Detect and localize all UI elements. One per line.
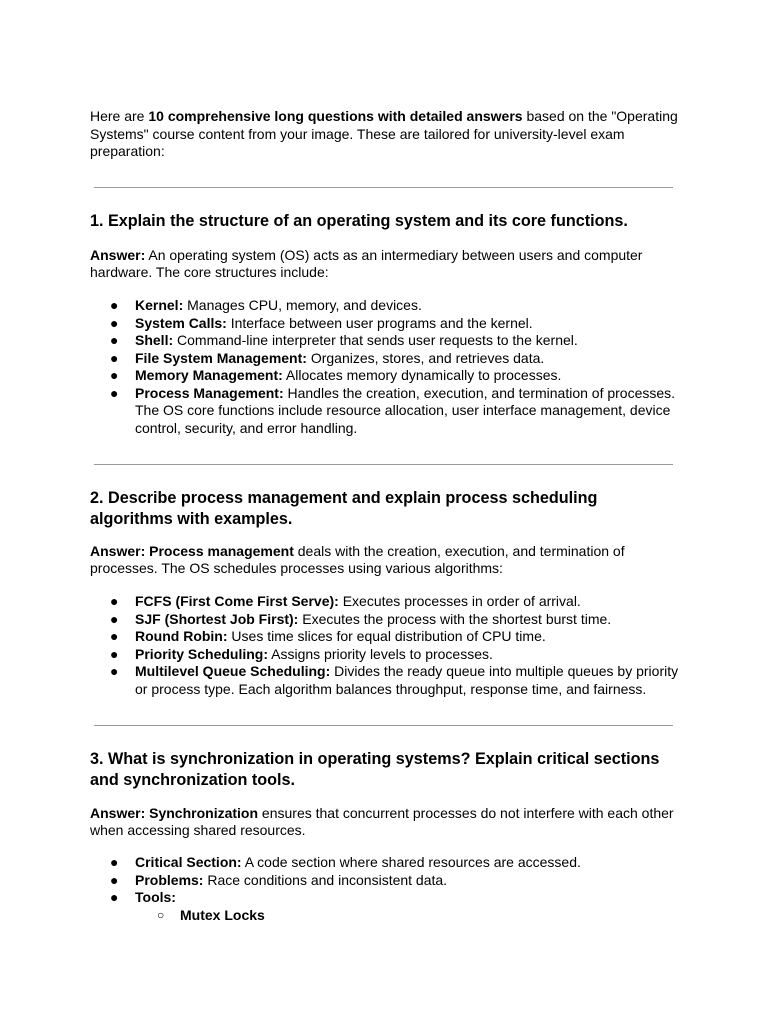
item-term: Kernel: [135, 297, 184, 313]
answer-label: Answer: [90, 247, 146, 263]
question-2-title: 2. Describe process management and explain process scheduling algorithms with examples. [90, 489, 598, 528]
intro-prefix: Here are [90, 108, 149, 124]
section-divider [94, 464, 673, 465]
question-1-answer [90, 247, 680, 281]
item-term: Tools: [135, 889, 176, 905]
sub-list-item [135, 907, 680, 925]
question-3-list [90, 854, 680, 924]
item-desc: A code section where shared resources are accessed. [241, 854, 581, 870]
bullet-icon: ● [110, 314, 119, 331]
intro-suffix: based on the "Operating Systems" course content from your image. These are tailored for university-level exam preparation: [90, 108, 678, 159]
list-item [90, 332, 680, 350]
bullet-icon: ● [110, 349, 119, 366]
list-item [90, 367, 680, 385]
item-term: Mutex Locks [180, 906, 265, 923]
item-term: FCFS (First Come First Serve): [135, 593, 339, 609]
section-divider [94, 187, 673, 188]
item-desc: Uses time slices for equal distribution of CPU time. [227, 628, 546, 644]
list-item [90, 611, 680, 629]
list-item [90, 593, 680, 611]
question-2-list [90, 593, 680, 698]
item-term: System Calls: [135, 314, 227, 331]
item-term: Multilevel Queue Scheduling: [135, 663, 331, 679]
list-item [90, 889, 680, 924]
item-term: Process Management: [135, 384, 284, 401]
answer-bold: Synchronization [145, 805, 259, 821]
document-content [90, 108, 680, 923]
bullet-icon: ● [110, 593, 119, 609]
bullet-icon: ● [110, 628, 119, 644]
item-term: Problems: [135, 871, 204, 888]
item-desc: Divides the ready queue into multiple queues by priority or process type. Each algorithm balances throughput, response time, and fairness. [135, 663, 679, 697]
question-3-title: 3. What is synchronization in operating systems? Explain critical sections and synchronization tools. [90, 750, 660, 789]
list-item [90, 628, 680, 646]
answer-label: Answer: [90, 805, 146, 821]
answer-label: Answer: [90, 543, 146, 559]
item-desc: Assigns priority levels to processes. [268, 645, 493, 662]
bullet-icon: ● [110, 854, 119, 870]
item-term: Priority Scheduling: [135, 645, 269, 662]
item-term: File System Management: [135, 349, 307, 366]
item-desc: Allocates memory dynamically to processes. [282, 367, 562, 383]
answer-text: An operating system (OS) acts as an intermediary between users and computer hardware. The core structures include: [90, 247, 643, 280]
item-desc: Race conditions and inconsistent data. [203, 871, 448, 888]
item-desc: Organizes, stores, and retrieves data. [306, 349, 545, 366]
answer-text: ensures that concurrent processes do not interfere with each other when accessing shared resources. [90, 805, 674, 838]
item-term: Memory Management: [135, 367, 283, 383]
item-desc: Manages CPU, memory, and devices. [183, 297, 422, 313]
question-1-list [90, 297, 680, 437]
item-desc: Executes processes in order of arrival. [338, 593, 581, 609]
intro-paragraph [90, 108, 680, 161]
bullet-icon: ● [110, 384, 119, 401]
intro-bold: 10 comprehensive long questions with detailed answers [148, 108, 523, 124]
bullet-icon: ● [110, 645, 119, 662]
answer-text: deals with the creation, execution, and termination of processes. The OS schedules processes using various algorithms: [90, 543, 625, 576]
question-3-answer [90, 805, 680, 839]
item-term: SJF (Shortest Job First): [135, 610, 299, 627]
bullet-icon: ● [110, 332, 119, 348]
bullet-icon: ● [110, 663, 119, 679]
section-divider [94, 725, 673, 726]
question-2-answer [90, 543, 680, 577]
list-item [90, 854, 680, 872]
item-desc: Command-line interpreter that sends user requests to the kernel. [173, 332, 578, 348]
item-desc: Executes the process with the shortest burst time. [298, 610, 612, 627]
hollow-bullet-icon: ○ [157, 907, 165, 922]
item-desc: Handles the creation, execution, and termination of processes. The OS core functions include resource allocation, user interface management, device control, security, and error handling. [135, 384, 676, 436]
list-item [90, 385, 680, 438]
item-term: Round Robin: [135, 628, 228, 644]
question-1-title: 1. Explain the structure of an operating system and its core functions. [90, 212, 628, 230]
list-item [90, 872, 680, 890]
bullet-icon: ● [110, 367, 119, 383]
item-term: Shell: [135, 332, 174, 348]
item-desc: Interface between user programs and the kernel. [226, 314, 533, 331]
list-item [90, 350, 680, 368]
list-item [90, 646, 680, 664]
item-term: Critical Section: [135, 854, 242, 870]
sub-list [135, 907, 680, 925]
list-item [90, 663, 680, 698]
bullet-icon: ● [110, 871, 119, 888]
bullet-icon: ● [110, 610, 119, 627]
answer-bold: Process management [145, 543, 294, 559]
bullet-icon: ● [110, 297, 119, 313]
list-item [90, 315, 680, 333]
bullet-icon: ● [110, 889, 119, 905]
list-item [90, 297, 680, 315]
